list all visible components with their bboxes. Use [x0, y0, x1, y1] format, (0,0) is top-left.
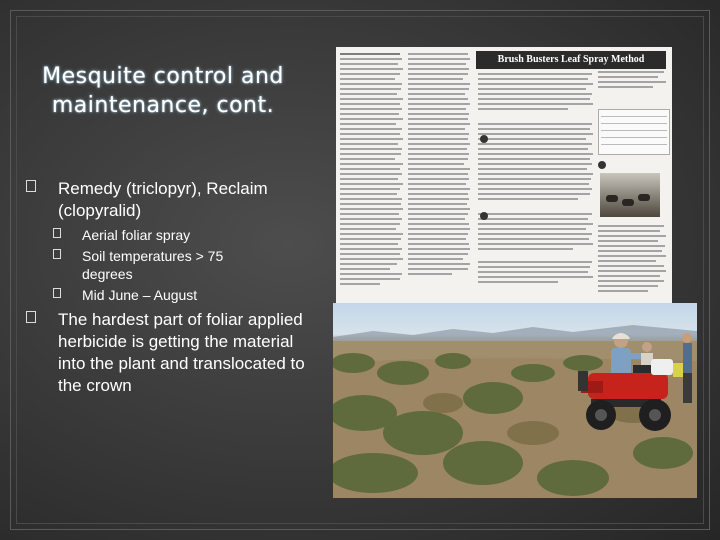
sub-bullet-text: Aerial foliar spray [82, 227, 191, 243]
sub-bullet-text: Mid June – August [82, 287, 198, 303]
field-photo [333, 303, 697, 498]
step-1-icon [480, 135, 488, 143]
document-banner: Brush Busters Leaf Spray Method [476, 51, 666, 69]
bullet-box-icon [53, 288, 61, 298]
field-photo-drawing [333, 303, 697, 498]
bullet-text: The hardest part of foliar applied herbicide is getting the material into the plant and translocated to the crown [58, 310, 305, 395]
bullet-box-icon [53, 228, 61, 238]
document-table [598, 109, 670, 155]
bullet-box-icon [26, 180, 36, 192]
bullet-box-icon [53, 249, 61, 259]
bullet-text: Remedy (triclopyr), Reclaim (clopyralid) [58, 179, 268, 220]
bullet-box-icon [26, 311, 36, 323]
document-column-2 [408, 53, 470, 278]
step-2-icon [480, 212, 488, 220]
document-column-4 [598, 71, 668, 91]
document-column-5 [598, 225, 668, 295]
document-column-1 [340, 53, 404, 288]
slide-title: Mesquite control and maintenance, cont. [42, 64, 284, 118]
step-3-icon [598, 161, 606, 169]
sub-bullet-text: Soil temperatures > 75 degrees [82, 248, 224, 282]
document-column-3 [478, 73, 594, 286]
document-image [336, 47, 672, 304]
cattle-illustration [600, 173, 660, 217]
